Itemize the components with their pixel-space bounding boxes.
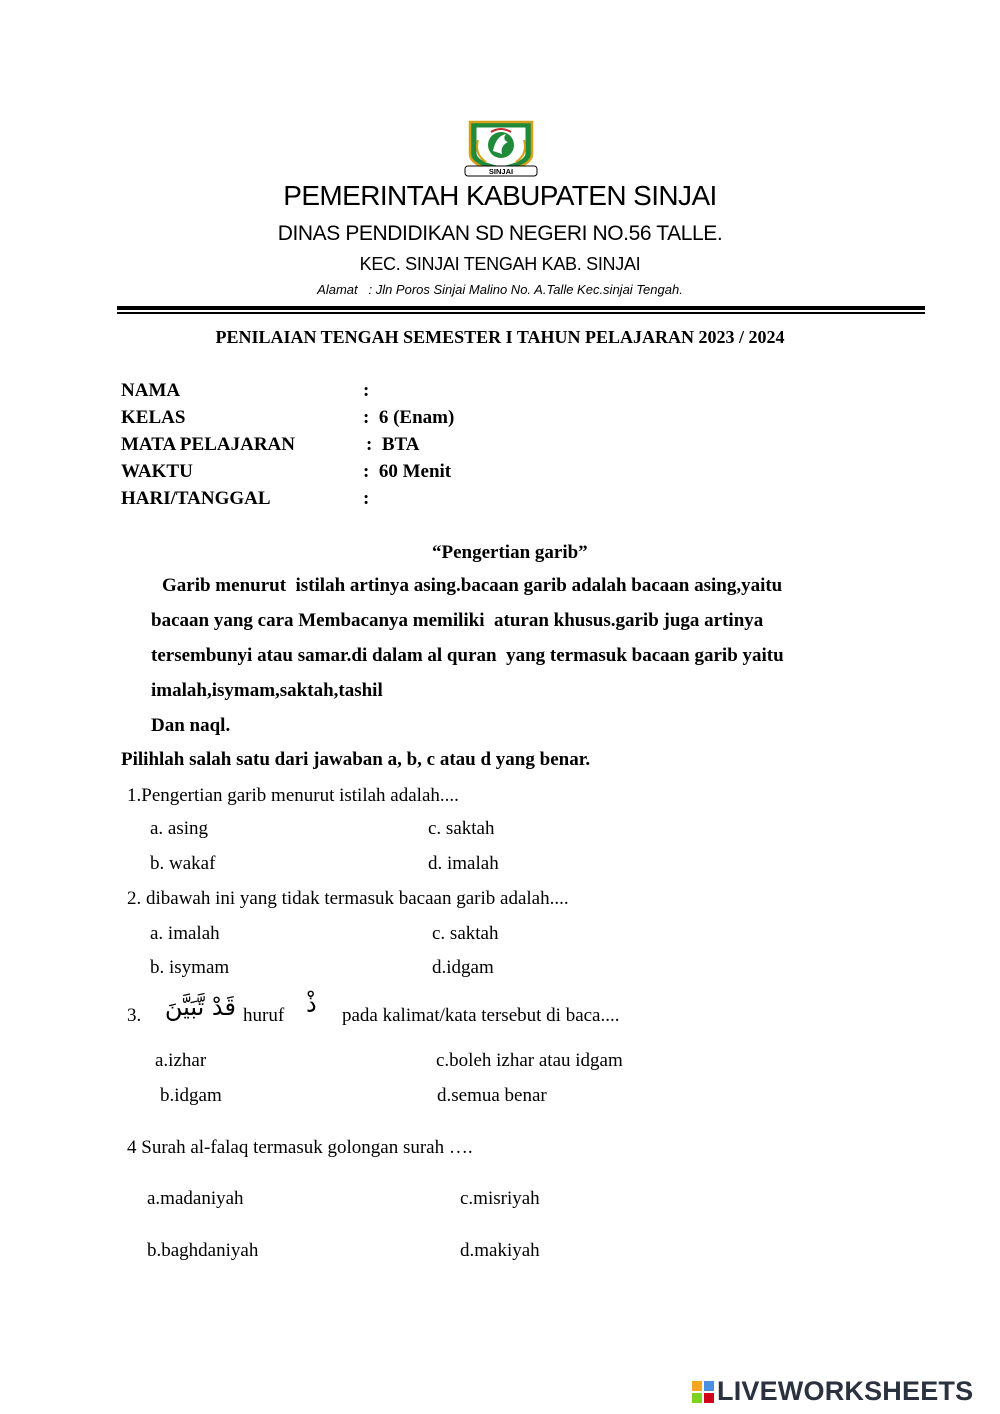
question-3-number: 3. — [127, 1005, 142, 1026]
info-label-nama: NAMA — [121, 380, 181, 401]
question-3-option-a: a.izhar — [155, 1050, 207, 1071]
header-school: DINAS PENDIDIKAN SD NEGERI NO.56 TALLE. — [277, 222, 723, 245]
question-2-option-b: b. isymam — [150, 957, 230, 978]
instruction: Pilihlah salah satu dari jawaban a, b, c atau d yang benar. — [121, 749, 591, 770]
reading-line-1: Garib menurut istilah artinya asing.bacaan garib adalah bacaan asing,yaitu — [162, 575, 783, 596]
liveworksheets-wordmark: LIVEWORKSHEETS — [717, 1376, 974, 1406]
logo-banner-text: SINJAI — [488, 167, 514, 176]
question-3-option-b: b.idgam — [160, 1085, 222, 1106]
question-2-option-a: a. imalah — [150, 923, 220, 944]
info-value-kelas: : 6 (Enam) — [363, 407, 455, 428]
question-2-text: 2. dibawah ini yang tidak termasuk bacaan garib adalah.... — [127, 888, 569, 909]
info-value-tanggal: : — [363, 488, 370, 509]
question-1-text: 1.Pengertian garib menurut istilah adalah.... — [127, 785, 459, 806]
liveworksheets-logo — [692, 1376, 973, 1407]
question-1-option-d: d. imalah — [428, 853, 499, 874]
header-divider-thick — [117, 306, 925, 310]
reading-line-3: tersembunyi atau samar.di dalam al quran yang termasuk bacaan garib yaitu — [151, 645, 784, 666]
info-value-mapel: : BTA — [366, 434, 420, 455]
reading-line-5: Dan naql. — [151, 715, 231, 736]
question-4-text: 4 Surah al-falaq termasuk golongan surah …. — [127, 1137, 473, 1158]
info-value-nama: : — [363, 380, 370, 401]
question-1-option-a: a. asing — [150, 818, 209, 839]
question-3-arabic-letter: ذْ — [306, 990, 317, 1018]
header-district: KEC. SINJAI TENGAH KAB. SINJAI — [359, 254, 641, 274]
question-3-arabic-phrase: قَدْ تَّبَيَّنَ — [164, 993, 236, 1021]
question-4-option-d: d.makiyah — [460, 1240, 540, 1261]
exam-title: PENILAIAN TENGAH SEMESTER I TAHUN PELAJARAN 2023 / 2024 — [215, 327, 785, 347]
reading-line-4: imalah,isymam,saktah,tashil — [151, 680, 383, 701]
info-label-tanggal: HARI/TANGGAL — [121, 488, 271, 509]
question-3-option-d: d.semua benar — [437, 1085, 547, 1106]
question-2-option-c: c. saktah — [432, 923, 499, 944]
question-3-word-huruf: huruf — [243, 1005, 285, 1026]
question-2-option-d: d.idgam — [432, 957, 494, 978]
liveworksheets-icon — [692, 1381, 714, 1403]
question-4-option-c: c.misriyah — [460, 1188, 540, 1209]
header-address: Alamat : Jln Poros Sinjai Malino No. A.Talle Kec.sinjai Tengah. — [317, 282, 683, 297]
header-government: PEMERINTAH KABUPATEN SINJAI — [283, 180, 717, 211]
info-value-waktu: : 60 Menit — [363, 461, 452, 482]
reading-title: “Pengertian garib” — [432, 542, 588, 563]
question-4-option-a: a.madaniyah — [147, 1188, 244, 1209]
question-1-option-b: b. wakaf — [150, 853, 216, 874]
question-3-option-c: c.boleh izhar atau idgam — [436, 1050, 623, 1071]
info-label-kelas: KELAS — [121, 407, 186, 428]
sinjai-regency-logo — [462, 118, 540, 180]
question-3-text: pada kalimat/kata tersebut di baca.... — [342, 1005, 620, 1026]
info-label-waktu: WAKTU — [121, 461, 193, 482]
info-label-mapel: MATA PELAJARAN — [121, 434, 295, 455]
question-4-option-b: b.baghdaniyah — [147, 1240, 259, 1261]
question-1-option-c: c. saktah — [428, 818, 495, 839]
reading-line-2: bacaan yang cara Membacanya memiliki aturan khusus.garib juga artinya — [151, 610, 764, 631]
header-divider-thin — [117, 312, 925, 314]
